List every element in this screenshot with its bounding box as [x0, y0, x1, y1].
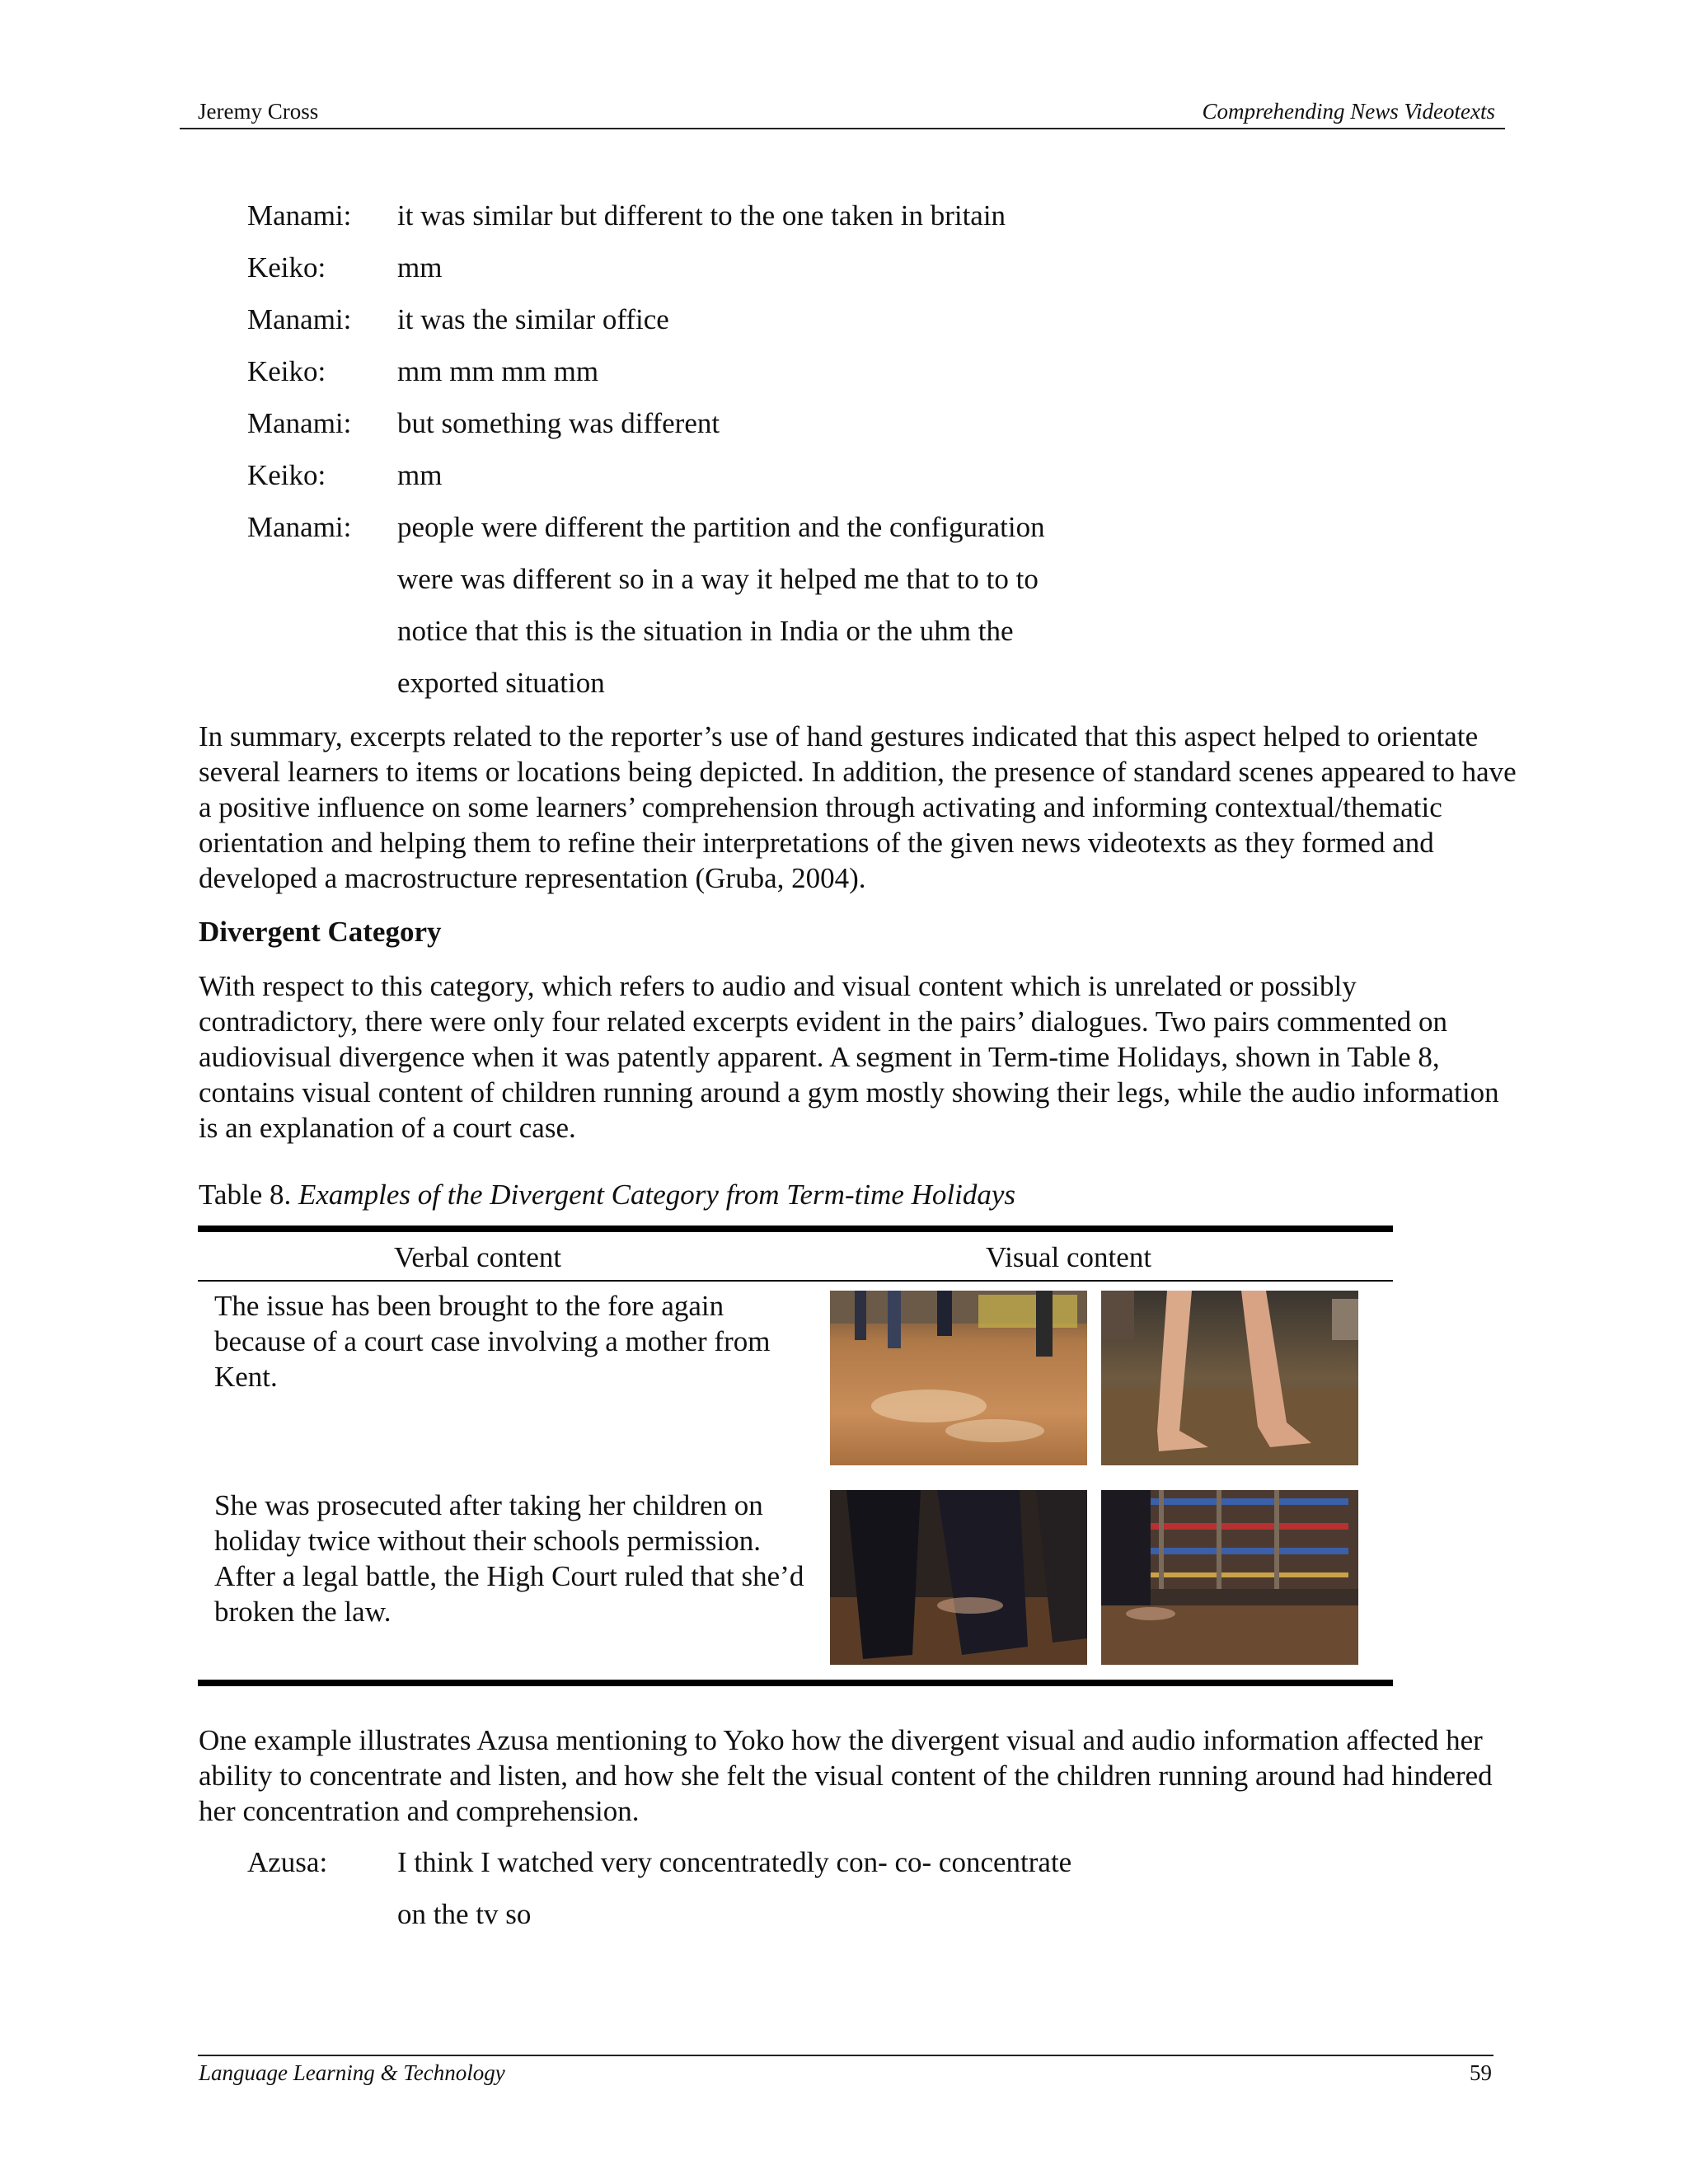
speaker-label: Azusa:	[247, 1846, 328, 1878]
section-heading-divergent: Divergent Category	[199, 916, 442, 948]
speaker-label: Manami:	[247, 511, 352, 543]
utterance: mm	[397, 251, 443, 284]
video-still-dark-trousers	[830, 1490, 1087, 1665]
column-header-verbal: Verbal content	[394, 1241, 562, 1273]
speaker-label: Manami:	[247, 303, 352, 335]
table-bottom-rule	[198, 1680, 1393, 1686]
table-caption	[199, 1179, 1015, 1212]
utterance: people were different the partition and the configuration	[397, 511, 1045, 543]
column-header-visual: Visual content	[986, 1241, 1152, 1273]
table-cell-verbal: The issue has been brought to the fore again because of a court case involving a mother from Kent.	[214, 1290, 771, 1393]
utterance: notice that this is the situation in India or the uhm the	[397, 615, 1014, 647]
paragraph-divergent: With respect to this category, which refers to audio and visual content which is unrelated or possibly contradictory, there were only four related excerpts evident in the pairs’ dialogues. Two pairs commented on audiovisual divergence when it was patently apparent. A segment in Term-time Holidays, shown in Table 8, contains visual content of children running around a gym mostly showing their legs, while the audio information is an explanation of a court case.	[199, 970, 1499, 1144]
running-header-title: Comprehending News Videotexts	[1202, 99, 1495, 124]
paragraph-example: One example illustrates Azusa mentioning to Yoko how the divergent visual and audio information affected her ability to concentrate and listen, and how she felt the visual content of the children running around had hindered her concentration and comprehension.	[199, 1724, 1493, 1827]
video-still-gym-floor-feet	[830, 1291, 1087, 1465]
utterance: mm	[397, 459, 443, 491]
speaker-label: Keiko:	[247, 355, 326, 387]
page-number: 59	[1470, 2060, 1492, 2085]
speaker-label: Manami:	[247, 407, 352, 439]
header-rule	[180, 128, 1505, 129]
footer-rule	[198, 2055, 1493, 2056]
table-top-rule	[198, 1226, 1393, 1232]
table-title: Examples of the Divergent Category from Term-time Holidays	[298, 1179, 1015, 1211]
footer-journal: Language Learning & Technology	[199, 2060, 505, 2085]
running-header-author: Jeremy Cross	[198, 99, 319, 124]
video-still-gym-shelves	[1101, 1490, 1358, 1665]
speaker-label: Keiko:	[247, 459, 326, 491]
utterance: it was similar but different to the one taken in britain	[397, 199, 1006, 232]
table-label: Table 8.	[199, 1179, 292, 1211]
utterance: exported situation	[397, 667, 605, 699]
speaker-label: Keiko:	[247, 251, 326, 284]
utterance: I think I watched very concentratedly con- co- concentrate	[397, 1846, 1072, 1878]
utterance: mm mm mm mm	[397, 355, 599, 387]
speaker-label: Manami:	[247, 199, 352, 232]
utterance: on the tv so	[397, 1898, 532, 1930]
video-still-bare-legs	[1101, 1291, 1358, 1465]
table-cell-verbal: She was prosecuted after taking her children on holiday twice without their schools permission. After a legal battle, the High Court ruled that she’d broken the law.	[214, 1489, 804, 1628]
paragraph-summary: In summary, excerpts related to the reporter’s use of hand gestures indicated that this aspect helped to orientate several learners to items or locations being depicted. In addition, the presence of standard scenes appeared to have a positive influence on some learners’ comprehension through activating and informing contextual/thematic orientation and helping them to refine their interpretations of the given news videotexts as they formed and developed a macrostructure representation (Gruba, 2004).	[199, 720, 1517, 894]
utterance: it was the similar office	[397, 303, 669, 335]
table-header-rule	[198, 1280, 1393, 1282]
utterance: but something was different	[397, 407, 720, 439]
utterance: were was different so in a way it helped me that to to to	[397, 563, 1039, 595]
